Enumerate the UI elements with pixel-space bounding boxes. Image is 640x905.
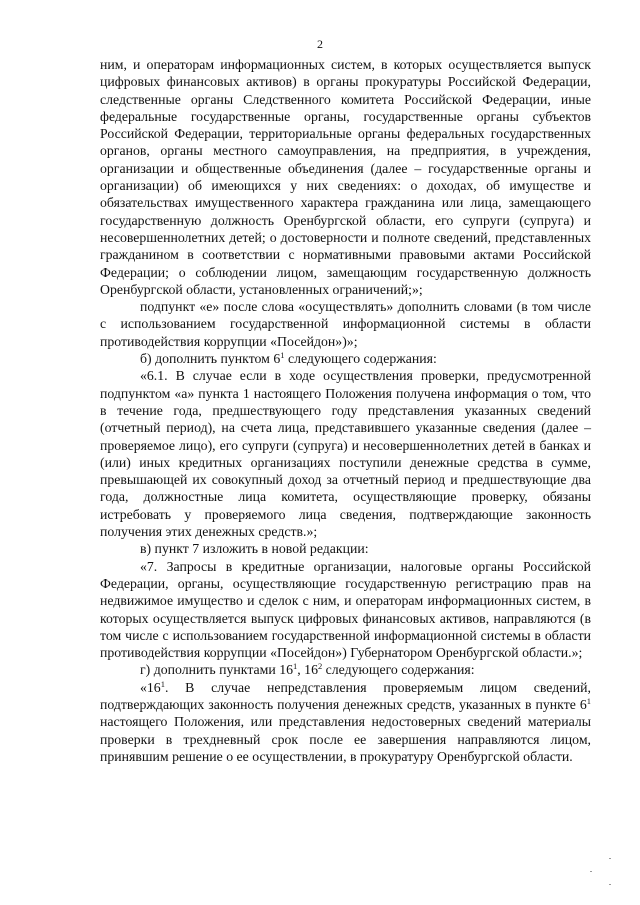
superscript: 1 [586, 695, 591, 706]
paragraph-item-v: в) пункт 7 изложить в новой редакции: [140, 541, 369, 557]
item-b-tail: следующего содержания: [284, 351, 437, 367]
paragraph-item-b [100, 350, 591, 367]
clause-16-1-tail: настоящего Положения, или представления недостоверных сведений материалы проверки в трехдневный срок после ее завершения направляются лицом, принявшим решение о ее осуществлении, в прокуратуру Оренбургской области. [100, 714, 591, 764]
clause-16-1-number: «16 [140, 679, 161, 695]
superscript: 1 [160, 678, 165, 689]
paragraph-clause-7: «7. Запросы в кредитные организации, налоговые органы Российской Федерации, органы, осуществляющие государственную регистрацию прав на недвижимое имущество и сделок с ним, и операторам информационных систем, в которых осуществляется выпуск цифровых финансовых активов, направляются (в том числе с использованием государственной информационной системы в области противодействия коррупции «Посейдон») Губернатором Оренбургской области.»; [100, 558, 591, 661]
item-b-text: б) дополнить пунктом 6 [140, 351, 281, 367]
superscript: 2 [317, 661, 323, 672]
paragraph-item-g [100, 661, 591, 678]
item-g-text: г) дополнить пунктами 16 [140, 662, 294, 678]
scan-speck [609, 884, 611, 885]
paragraph-clause-6-1: «6.1. В случае если в ходе осуществления проверки, предусмотренной подпунктом «а» пункта 1 настоящего Положения получена информация о том, что в течение года, предшествующего году представления указанных сведений (отчетный период), на счета лица, представившего указанные сведения (далее – проверяемое лицо), его супруги (супруга) и несовершеннолетних детей в банках и (или) иных кредитных организациях поступили денежные средства в сумме, превышающей их совокупный доход за отчетный период и предшествующие два года, должностные лица комитета, осуществляющие проверку, обязаны истребовать у проверяемого лица сведения, подтверждающие законность получения этих денежных средств.»; [100, 368, 591, 540]
paragraph-subpoint-e: подпункт «е» после слова «осуществлять» дополнить словами (в том числе с использованием государственной информационной системы в области противодействия коррупции «Посейдон»)»; [100, 299, 591, 349]
paragraph-clause-16-1 [100, 679, 591, 765]
item-g-tail: следующего содержания: [322, 662, 475, 678]
clause-16-1-text: . В случае непредставления проверяемым лицом сведений, подтверждающих законность получения денежных средств, указанных в пункте 6 [100, 679, 591, 712]
superscript: 1 [293, 661, 298, 672]
item-g-separator: , 16 [297, 662, 318, 678]
document-body [100, 56, 591, 765]
scan-speck [590, 871, 592, 872]
paragraph-continuation: ним, и операторам информационных систем, в которых осуществляется выпуск цифровых финансовых активов) в органы прокуратуры Российской Федерации, следственные органы Следственного комитета Российской Федерации, иные федеральные государственные органы, государственные органы субъектов Российской Федерации, территориальные органы федеральных государственных органов, органы местного самоуправления, на предприятия, в учреждения, организации и общественные объединения (далее – государственные органы и организации) об имеющихся у них сведениях: о доходах, об имуществе и обязательствах имущественного характера гражданина или лица, замещающего государственную должность Оренбургской области, его супруги (супруга) и несовершеннолетних детей; о достоверности и полноте сведений, представленных гражданином в соответствии с нормативными правовыми актами Российской Федерации; о соблюдении лицом, замещающим государственную должность Оренбургской области, установленных ограничений;»; [100, 57, 591, 297]
scan-speck [609, 858, 611, 859]
superscript: 1 [280, 350, 285, 361]
page-number: 2 [317, 37, 323, 51]
